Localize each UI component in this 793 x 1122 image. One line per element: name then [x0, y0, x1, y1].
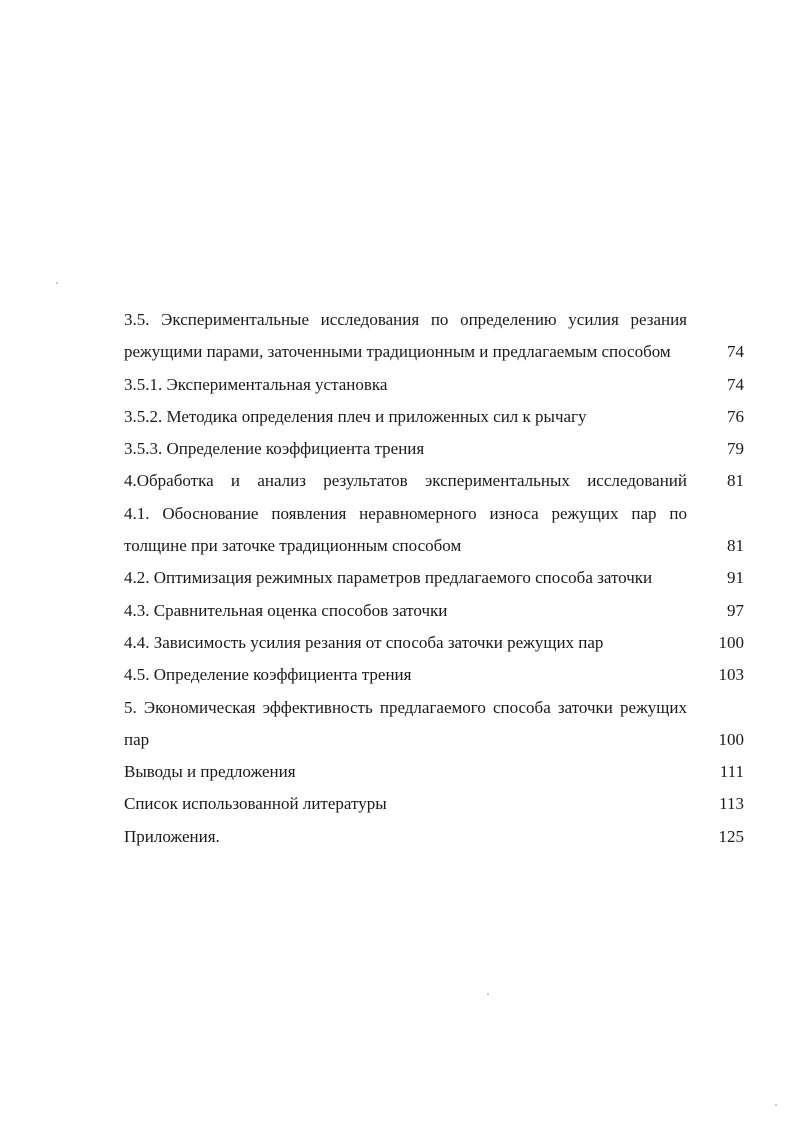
table-of-contents — [124, 304, 744, 853]
toc-entry-page: 113 — [719, 794, 744, 814]
toc-entry-4-4 — [124, 627, 744, 659]
toc-entry-text: 4.5. Определение коэффициента трения — [124, 665, 412, 685]
toc-entry-4-5 — [124, 659, 744, 691]
toc-entry-appendices — [124, 821, 744, 853]
toc-entry-page: 100 — [718, 729, 744, 749]
toc-entry-text: 4.4. Зависимость усилия резания от способа заточки режущих пар — [124, 632, 604, 652]
toc-entry-page: 74 — [727, 374, 744, 394]
toc-entry-text: Выводы и предложения — [124, 762, 296, 782]
toc-entry-4 — [124, 465, 744, 497]
toc-entry-text: 5. Экономическая эффективность предлагаемого способа заточки режущих пар — [124, 697, 687, 749]
toc-entry-conclusions — [124, 756, 744, 788]
toc-entry-page: 81 — [727, 471, 744, 491]
toc-entry-text: 3.5.2. Методика определения плеч и приложенных сил к рычагу — [124, 406, 587, 426]
toc-entry-4-1 — [124, 498, 744, 563]
scan-speck — [56, 282, 58, 284]
toc-entry-page: 97 — [727, 600, 744, 620]
toc-entry-text: 4.2. Оптимизация режимных параметров предлагаемого способа заточки — [124, 568, 653, 588]
toc-entry-3-5-3 — [124, 433, 744, 465]
toc-entry-4-3 — [124, 595, 744, 627]
toc-entry-page: 103 — [718, 665, 744, 685]
toc-entry-text: Приложения. — [124, 826, 220, 846]
toc-entry-page: 79 — [727, 439, 744, 459]
toc-entry-page: 74 — [727, 342, 744, 362]
toc-entry-text: 4.Обработка и анализ результатов экспериментальных исследований — [124, 471, 687, 491]
toc-entry-3-5-1 — [124, 369, 744, 401]
toc-entry-5 — [124, 692, 744, 757]
scan-speck — [775, 1104, 777, 1106]
toc-entry-references — [124, 788, 744, 820]
toc-entry-3-5 — [124, 304, 744, 369]
toc-entry-page: 100 — [718, 632, 744, 652]
toc-entry-page: 91 — [727, 568, 744, 588]
toc-entry-text: 3.5.1. Экспериментальная установка — [124, 374, 388, 394]
toc-entry-text: 3.5. Экспериментальные исследования по определению усилия резания режущими парами, заточенными традиционным и предлагаемым способом — [124, 310, 687, 362]
toc-entry-text: 4.3. Сравнительная оценка способов заточки — [124, 600, 448, 620]
toc-entry-3-5-2 — [124, 401, 744, 433]
toc-entry-4-2 — [124, 562, 744, 594]
toc-entry-text: 3.5.3. Определение коэффициента трения — [124, 439, 425, 459]
toc-entry-page: 76 — [727, 406, 744, 426]
toc-entry-page: 111 — [719, 762, 744, 782]
toc-entry-text: Список использованной литературы — [124, 794, 387, 814]
toc-entry-page: 81 — [727, 536, 744, 556]
toc-entry-page: 125 — [718, 826, 744, 846]
toc-entry-text: 4.1. Обоснование появления неравномерного износа режущих пар по толщине при заточке традиционным способом — [124, 503, 687, 556]
scan-speck — [487, 993, 489, 995]
